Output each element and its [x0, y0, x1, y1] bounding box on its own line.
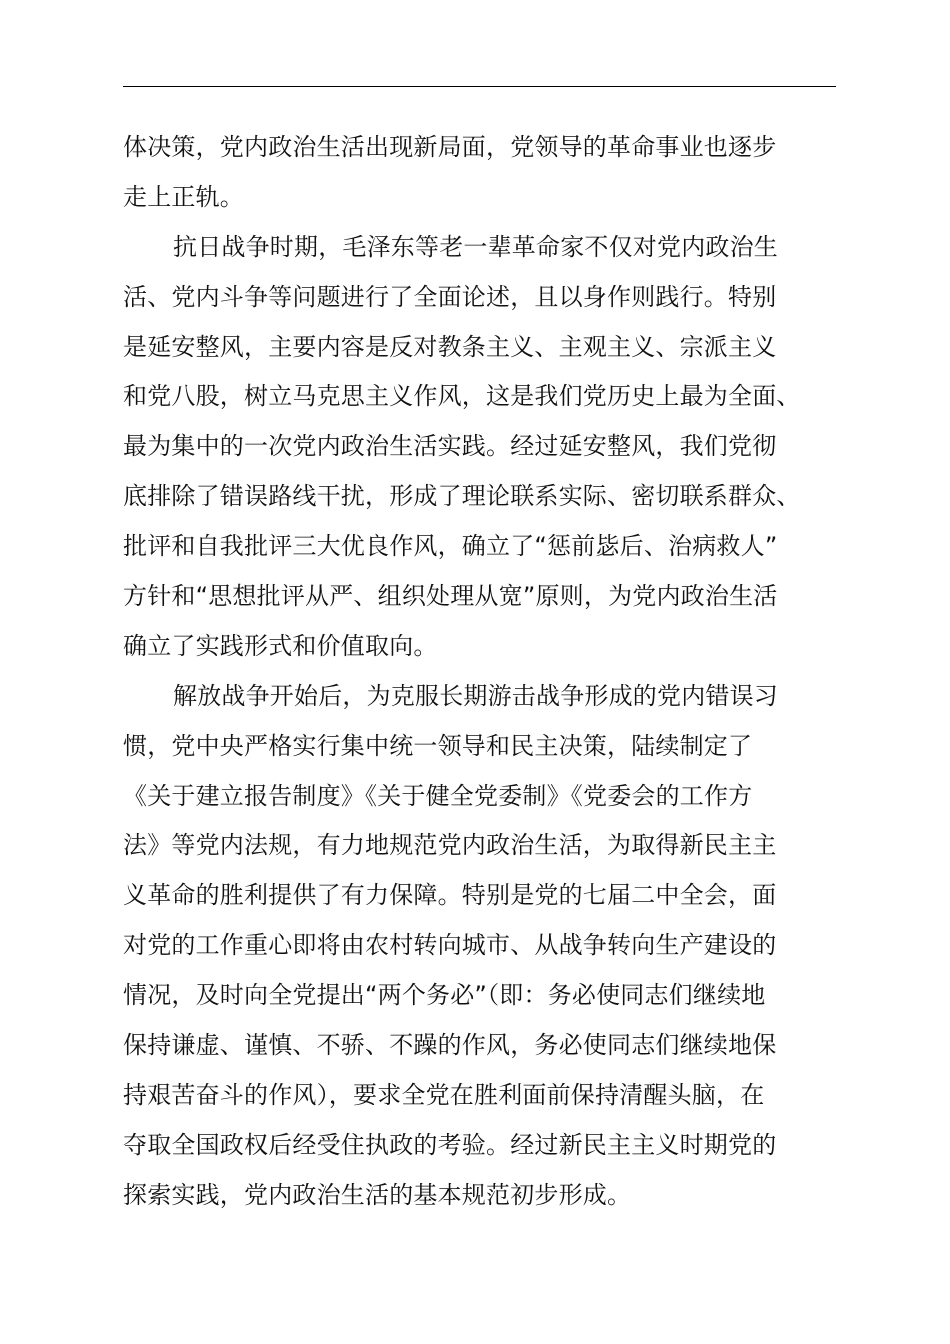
header-divider: [123, 86, 836, 87]
text-line: 体决策，党内政治生活出现新局面，党领导的革命事业也逐步: [123, 133, 777, 161]
body-text: [123, 123, 843, 1221]
text-line: 批评和自我批评三大优良作风，确立了“惩前毖后、治病救人”: [123, 532, 778, 561]
paragraph-start-line: 抗日战争时期，毛泽东等老一辈革命家不仅对党内政治生: [173, 232, 778, 261]
text-line: 方针和“思想批评从严、组织处理从宽”原则，为党内政治生活: [123, 582, 778, 611]
text-line: 最为集中的一次党内政治生活实践。经过延安整风，我们党彻: [123, 432, 777, 461]
text-line: 《关于建立报告制度》《关于健全党委制》《党委会的工作方: [123, 781, 753, 810]
text-line: 情况，及时向全党提出“两个务必”（即：务必使同志们继续地: [123, 981, 766, 1010]
text-line: 法》等党内法规，有力地规范党内政治生活，为取得新民主主: [123, 831, 777, 860]
text-line: 义革命的胜利提供了有力保障。特别是党的七届二中全会，面: [123, 881, 777, 910]
text-line: 持艰苦奋斗的作风），要求全党在胜利面前保持清醒头脑，在: [123, 1080, 765, 1109]
paragraph-start-line: 解放战争开始后，为克服长期游击战争形成的党内错误习: [173, 681, 778, 710]
text-line: 探索实践，党内政治生活的基本规范初步形成。: [123, 1180, 632, 1209]
text-line: 和党八股，树立马克思主义作风，这是我们党历史上最为全面、: [123, 382, 801, 411]
text-line: 夺取全国政权后经受住执政的考验。经过新民主主义时期党的: [123, 1130, 777, 1159]
text-line: 保持谦虚、谨慎、不骄、不躁的作风，务必使同志们继续地保: [123, 1031, 777, 1060]
text-line: 确立了实践形式和价值取向。: [123, 631, 438, 660]
text-line: 底排除了错误路线干扰，形成了理论联系实际、密切联系群众、: [123, 482, 801, 511]
text-line: 惯，党中央严格实行集中统一领导和民主决策，陆续制定了: [123, 731, 753, 760]
text-line: 对党的工作重心即将由农村转向城市、从战争转向生产建设的: [123, 931, 777, 960]
text-line: 走上正轨。: [123, 182, 244, 211]
text-line: 是延安整风，主要内容是反对教条主义、主观主义、宗派主义: [123, 332, 777, 361]
text-line: 活、党内斗争等问题进行了全面论述，且以身作则践行。特别: [123, 282, 777, 311]
